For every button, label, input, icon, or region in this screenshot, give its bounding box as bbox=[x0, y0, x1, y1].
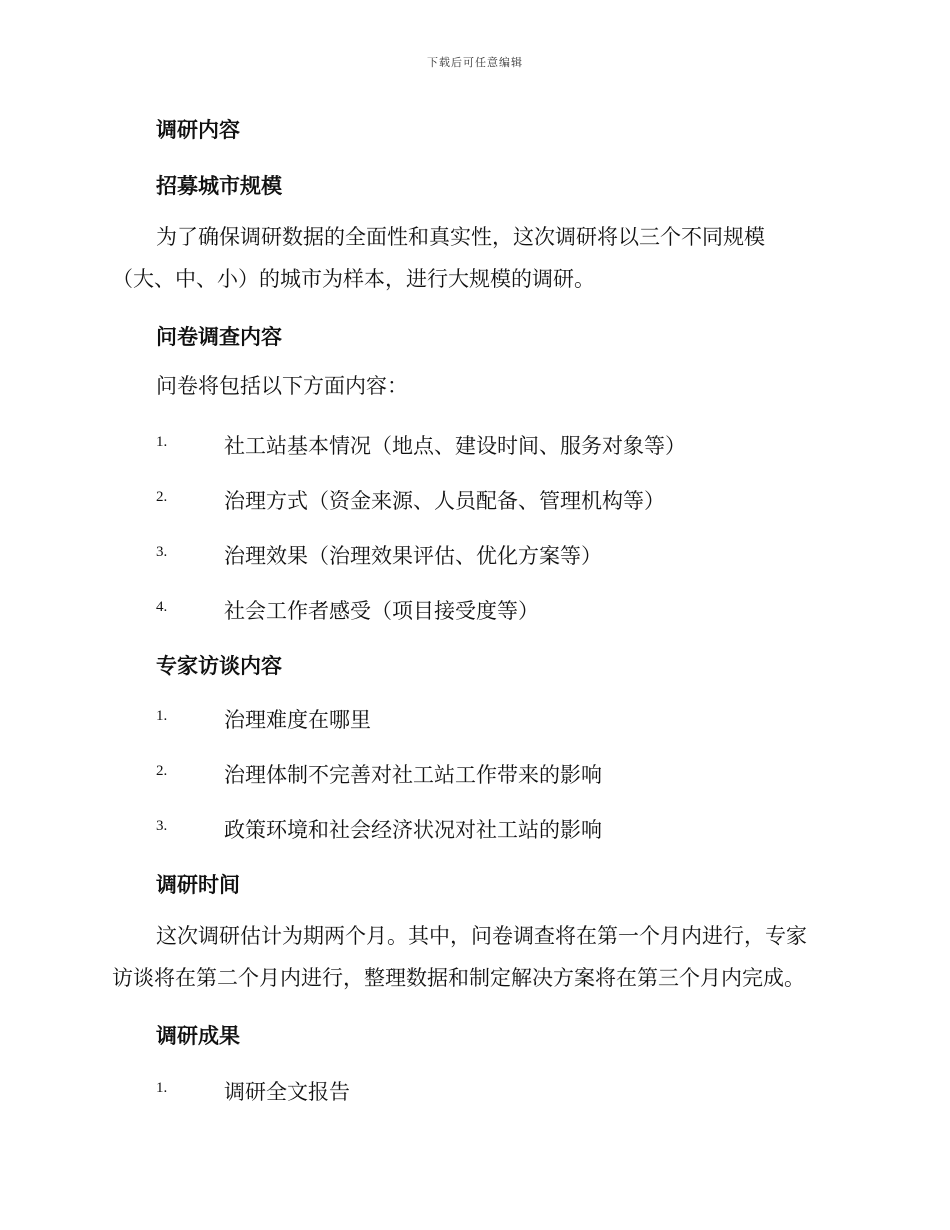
list-item-number: 1. bbox=[156, 708, 168, 724]
questionnaire-intro: 问卷将包括以下方面内容： bbox=[156, 374, 408, 398]
section-title-expert-interview: 专家访谈内容 bbox=[156, 653, 282, 678]
section-title-research-time: 调研时间 bbox=[156, 872, 240, 897]
list-item-text: 治理效果（治理效果评估、优化方案等） bbox=[224, 544, 602, 568]
paragraph-city-scale-line-1: 为了确保调研数据的全面性和真实性，这次调研将以三个不同规模 bbox=[156, 225, 765, 249]
section-title-research-content: 调研内容 bbox=[156, 117, 240, 142]
section-title-research-results: 调研成果 bbox=[156, 1023, 240, 1048]
list-item-text: 社工站基本情况（地点、建设时间、服务对象等） bbox=[224, 434, 686, 458]
list-item-number: 2. bbox=[156, 763, 168, 779]
list-item-text: 社会工作者感受（项目接受度等） bbox=[224, 599, 539, 623]
paragraph-city-scale-line-2: （大、中、小）的城市为样本，进行大规模的调研。 bbox=[112, 267, 595, 291]
section-title-questionnaire: 问卷调查内容 bbox=[156, 324, 282, 349]
list-item-number: 1. bbox=[156, 1080, 168, 1096]
list-item-text: 治理难度在哪里 bbox=[224, 708, 371, 732]
list-item-number: 3. bbox=[156, 544, 168, 560]
list-item-text: 治理方式（资金来源、人员配备、管理机构等） bbox=[224, 489, 665, 513]
paragraph-research-time-line-2: 访谈将在第二个月内进行，整理数据和制定解决方案将在第三个月内完成。 bbox=[112, 966, 805, 990]
list-item-number: 3. bbox=[156, 818, 168, 834]
page-header: 下载后可任意编辑 bbox=[427, 56, 523, 69]
list-item-text: 治理体制不完善对社工站工作带来的影响 bbox=[224, 763, 602, 787]
list-item-number: 2. bbox=[156, 489, 168, 505]
list-item-number: 4. bbox=[156, 599, 168, 615]
paragraph-research-time-line-1: 这次调研估计为期两个月。其中，问卷调查将在第一个月内进行，专家 bbox=[156, 924, 807, 948]
list-item-text: 调研全文报告 bbox=[224, 1080, 350, 1104]
list-item-number: 1. bbox=[156, 434, 168, 450]
list-item-text: 政策环境和社会经济状况对社工站的影响 bbox=[224, 818, 602, 842]
section-title-city-scale: 招募城市规模 bbox=[156, 173, 282, 198]
